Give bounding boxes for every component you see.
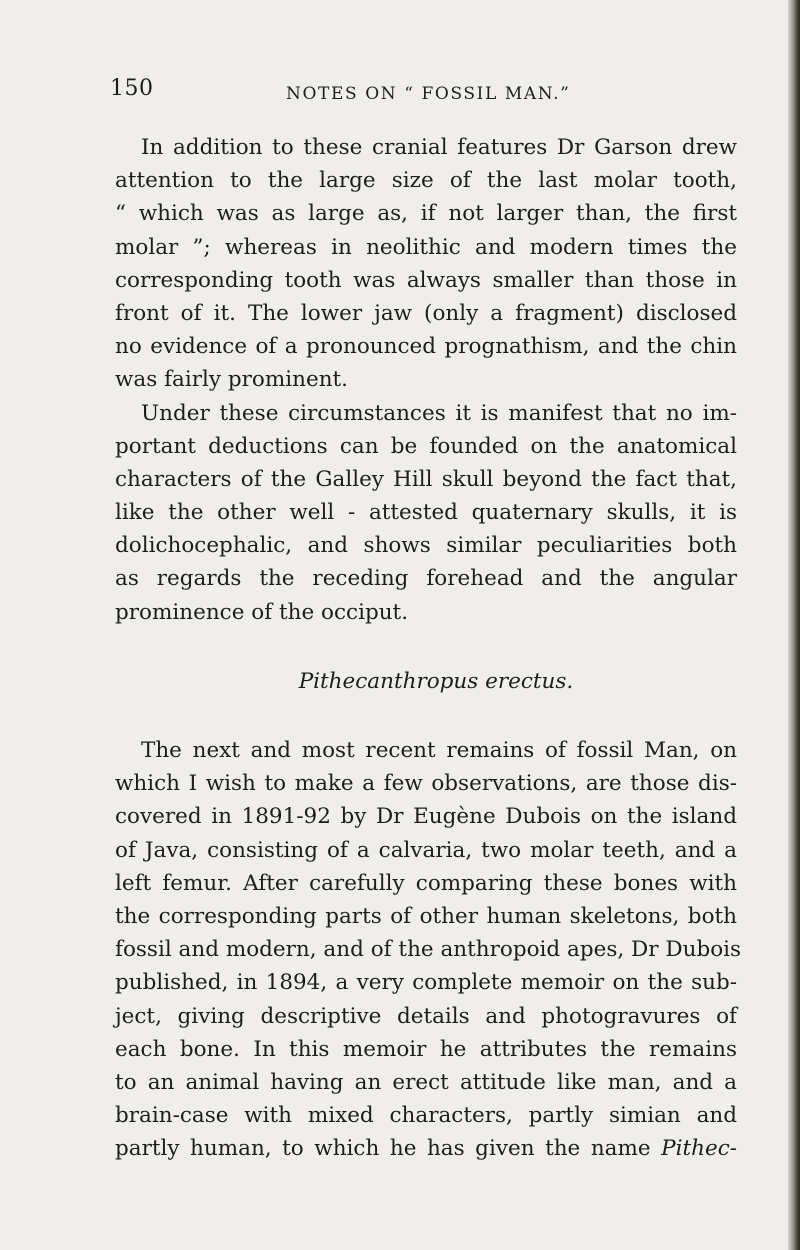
paragraph-pithecanthropus	[115, 734, 742, 1165]
text-line: Under these circumstances it is manifest that no im-	[141, 400, 737, 426]
running-head: NOTES ON “ FOSSIL MAN.”	[286, 84, 571, 104]
text-line: as regards the receding forehead and the angular	[115, 566, 737, 592]
text-line: attention to the large size of the last molar tooth,	[115, 168, 737, 194]
page-edge-shadow	[788, 0, 800, 1250]
text-line: covered in 1891-92 by Dr Eugène Dubois on the island	[115, 804, 737, 830]
paragraph-galley-hill	[115, 397, 737, 629]
text-line: partly human, to which he has given the name Pithec-	[115, 1136, 737, 1162]
text-line: prominence of the occiput.	[115, 599, 409, 625]
page-header	[110, 76, 730, 106]
text-line: published, in 1894, a very complete memoir on the sub-	[115, 970, 737, 996]
text-line: of Java, consisting of a calvaria, two molar teeth, and a	[115, 837, 737, 863]
text-line: like the other well - attested quaternary skulls, it is	[115, 500, 737, 526]
text-line: which I wish to make a few observations, are those dis-	[115, 771, 737, 797]
text-line: fossil and modern, and of the anthropoid apes, Dr Dubois	[115, 937, 742, 963]
paragraph-cranial-features	[115, 131, 737, 397]
text-line: molar ”; whereas in neolithic and modern times the	[115, 234, 737, 260]
text-line: dolichocephalic, and shows similar peculiarities both	[115, 533, 737, 559]
italic-term: Pithec-	[661, 1136, 737, 1162]
text-line: to an animal having an erect attitude like man, and a	[115, 1069, 737, 1095]
text-line: the corresponding parts of other human skeletons, both	[115, 903, 737, 929]
page-number: 150	[110, 76, 154, 101]
text-line: corresponding tooth was always smaller than those in	[115, 267, 737, 293]
text-line: portant deductions can be founded on the anatomical	[115, 433, 737, 459]
text-line: ject, giving descriptive details and photogravures of	[115, 1003, 737, 1029]
text-line: characters of the Galley Hill skull beyond the fact that,	[115, 466, 737, 492]
text-line: “ which was as large as, if not larger than, the first	[115, 201, 737, 227]
text-line: left femur. After carefully comparing these bones with	[115, 870, 737, 896]
body-text	[115, 131, 742, 1165]
text-line: each bone. In this memoir he attributes the remains	[115, 1036, 737, 1062]
text-line: The next and most recent remains of fossil Man, on	[141, 738, 737, 763]
text-line: no evidence of a pronounced prognathism, and the chin	[115, 334, 737, 360]
text-line: was fairly prominent.	[115, 367, 349, 393]
text-line: front of it. The lower jaw (only a fragment) disclosed	[115, 300, 737, 326]
text-line: brain-case with mixed characters, partly simian and	[115, 1103, 737, 1129]
section-title: Pithecanthropus erectus.	[298, 668, 574, 694]
text-line: In addition to these cranial features Dr Garson drew	[141, 135, 737, 160]
